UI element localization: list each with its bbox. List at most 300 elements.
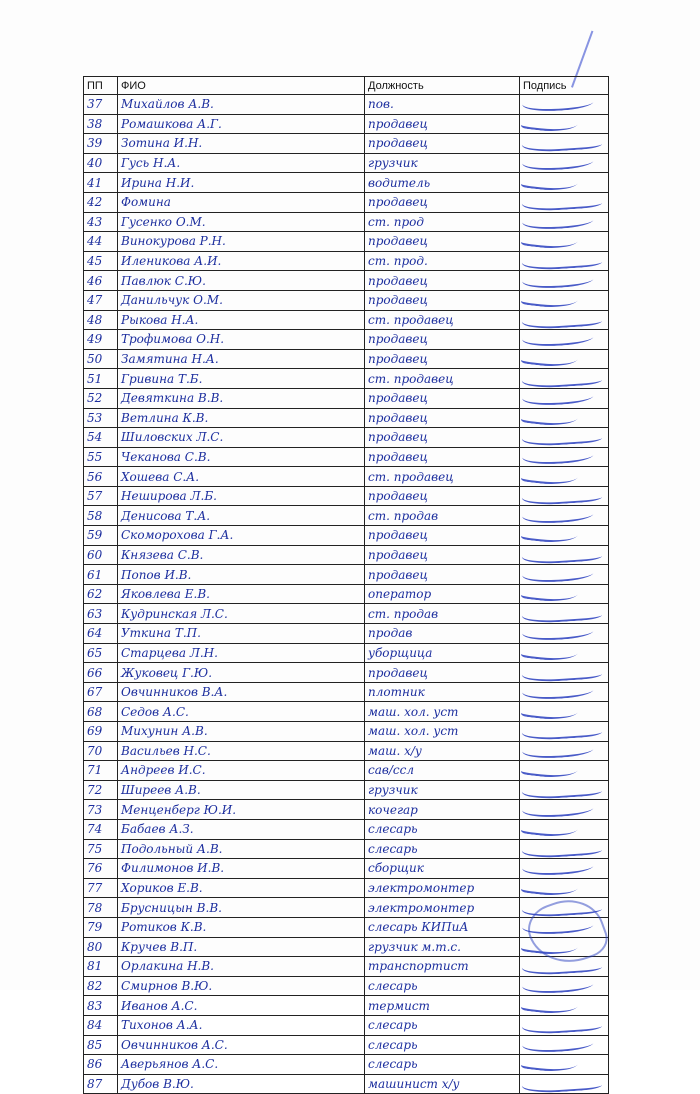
table-row <box>84 467 609 487</box>
row-position: слесарь <box>365 839 520 859</box>
row-position: продавец <box>365 349 520 369</box>
row-signature <box>520 447 609 467</box>
table-row <box>84 976 609 996</box>
row-position: пов. <box>365 95 520 115</box>
table-row <box>84 506 609 526</box>
row-signature <box>520 388 609 408</box>
row-full-name: Седов А.С. <box>118 702 365 722</box>
row-number: 44 <box>84 232 118 252</box>
row-number: 76 <box>84 859 118 879</box>
row-position: электромонтер <box>365 898 520 918</box>
row-number: 68 <box>84 702 118 722</box>
row-position: ст. продав <box>365 506 520 526</box>
row-position: маш. х/у <box>365 741 520 761</box>
row-full-name: Филимонов И.В. <box>118 859 365 879</box>
row-number: 69 <box>84 722 118 742</box>
row-position: ст. продавец <box>365 310 520 330</box>
row-full-name: Денисова Т.А. <box>118 506 365 526</box>
row-full-name: Рыкова Н.А. <box>118 310 365 330</box>
row-number: 75 <box>84 839 118 859</box>
row-number: 38 <box>84 114 118 134</box>
row-full-name: Подольный А.В. <box>118 839 365 859</box>
handwritten-signature <box>520 976 598 995</box>
row-full-name: Бабаев А.З. <box>118 819 365 839</box>
row-full-name: Гусь Н.А. <box>118 153 365 173</box>
handwritten-signature <box>520 545 608 565</box>
row-signature <box>520 780 609 800</box>
row-signature <box>520 643 609 663</box>
handwritten-signature <box>520 251 608 271</box>
row-position: продавец <box>365 290 520 310</box>
row-full-name: Кручев В.П. <box>118 937 365 957</box>
table-row <box>84 271 609 291</box>
row-full-name: Хориков Е.В. <box>118 878 365 898</box>
handwritten-signature <box>520 682 598 701</box>
row-number: 70 <box>84 741 118 761</box>
row-signature <box>520 839 609 859</box>
header-signature: Подпись <box>520 77 609 95</box>
row-position: продавец <box>365 232 520 252</box>
row-full-name: Дубов В.Ю. <box>118 1074 365 1094</box>
row-full-name: Уткина Т.П. <box>118 624 365 644</box>
handwritten-signature <box>520 1015 608 1035</box>
row-number: 66 <box>84 663 118 683</box>
row-position: продавец <box>365 526 520 546</box>
row-number: 80 <box>84 937 118 957</box>
row-position: ст. прод <box>365 212 520 232</box>
row-number: 65 <box>84 643 118 663</box>
handwritten-signature <box>520 1035 598 1054</box>
handwritten-signature <box>520 114 584 134</box>
row-signature <box>520 1055 609 1075</box>
row-full-name: Замятина Н.А. <box>118 349 365 369</box>
row-number: 43 <box>84 212 118 232</box>
row-position: уборщица <box>365 643 520 663</box>
row-full-name: Неширова Л.Б. <box>118 486 365 506</box>
row-number: 74 <box>84 819 118 839</box>
handwritten-signature <box>520 290 584 310</box>
handwritten-signature <box>520 486 608 506</box>
handwritten-signature <box>520 996 584 1016</box>
table-row <box>84 388 609 408</box>
table-row <box>84 859 609 879</box>
handwritten-signature <box>520 780 608 800</box>
table-row <box>84 173 609 193</box>
row-position: продавец <box>365 388 520 408</box>
row-signature <box>520 369 609 389</box>
handwritten-signature <box>520 388 598 407</box>
row-full-name: Зотина И.Н. <box>118 134 365 154</box>
row-position: плотник <box>365 682 520 702</box>
handwritten-signature <box>520 859 598 878</box>
row-full-name: Гривина Т.Б. <box>118 369 365 389</box>
handwritten-signature <box>520 584 584 604</box>
row-signature <box>520 1074 609 1094</box>
row-position: ст. продавец <box>365 369 520 389</box>
row-full-name: Девяткина В.В. <box>118 388 365 408</box>
row-number: 83 <box>84 996 118 1016</box>
table-row <box>84 447 609 467</box>
row-signature <box>520 624 609 644</box>
handwritten-signature <box>520 212 598 231</box>
row-signature <box>520 996 609 1016</box>
row-full-name: Васильев Н.С. <box>118 741 365 761</box>
row-full-name: Павлюк С.Ю. <box>118 271 365 291</box>
row-full-name: Тихонов А.А. <box>118 1015 365 1035</box>
row-full-name: Ромашкова А.Г. <box>118 114 365 134</box>
table-row <box>84 1035 609 1055</box>
row-signature <box>520 212 609 232</box>
handwritten-signature <box>520 839 608 859</box>
row-signature <box>520 1035 609 1055</box>
row-signature <box>520 408 609 428</box>
row-signature <box>520 192 609 212</box>
row-full-name: Овчинников В.А. <box>118 682 365 702</box>
row-position: кочегар <box>365 800 520 820</box>
row-full-name: Михайлов А.В. <box>118 95 365 115</box>
row-position: продавец <box>365 428 520 448</box>
row-position: продавец <box>365 271 520 291</box>
row-number: 77 <box>84 878 118 898</box>
row-signature <box>520 761 609 781</box>
row-number: 48 <box>84 310 118 330</box>
table-row <box>84 1055 609 1075</box>
row-signature <box>520 722 609 742</box>
row-signature <box>520 741 609 761</box>
handwritten-signature <box>520 526 584 546</box>
row-number: 71 <box>84 761 118 781</box>
row-full-name: Кудринская Л.С. <box>118 604 365 624</box>
handwritten-signature <box>520 741 598 760</box>
table-row <box>84 996 609 1016</box>
handwritten-signature <box>520 349 584 369</box>
row-position: грузчик <box>365 153 520 173</box>
row-position: маш. хол. уст <box>365 722 520 742</box>
table-row <box>84 682 609 702</box>
row-full-name: Андреев И.С. <box>118 761 365 781</box>
handwritten-signature <box>520 173 584 193</box>
row-position: слесарь <box>365 1055 520 1075</box>
row-number: 58 <box>84 506 118 526</box>
handwritten-signature <box>520 192 608 212</box>
table-header-row <box>84 77 609 95</box>
row-number: 53 <box>84 408 118 428</box>
row-signature <box>520 173 609 193</box>
row-position: ст. продавец <box>365 467 520 487</box>
table-row <box>84 114 609 134</box>
handwritten-signature <box>520 330 598 349</box>
table-row <box>84 643 609 663</box>
row-full-name: Шиловских Л.С. <box>118 428 365 448</box>
table-row <box>84 702 609 722</box>
row-signature <box>520 330 609 350</box>
row-number: 50 <box>84 349 118 369</box>
row-full-name: Фомина <box>118 192 365 212</box>
row-position: машинист х/у <box>365 1074 520 1094</box>
row-signature <box>520 251 609 271</box>
row-full-name: Князева С.В. <box>118 545 365 565</box>
table-row <box>84 330 609 350</box>
handwritten-signature <box>520 369 608 389</box>
handwritten-signature <box>520 428 608 448</box>
row-full-name: Менценберг Ю.И. <box>118 800 365 820</box>
row-number: 54 <box>84 428 118 448</box>
table-row <box>84 486 609 506</box>
row-full-name: Смирнов В.Ю. <box>118 976 365 996</box>
handwritten-signature <box>520 408 584 428</box>
row-position: продавец <box>365 663 520 683</box>
row-number: 85 <box>84 1035 118 1055</box>
row-signature <box>520 486 609 506</box>
table-row <box>84 761 609 781</box>
handwritten-signature <box>520 702 584 722</box>
table-row <box>84 898 609 918</box>
row-full-name: Ирина Н.И. <box>118 173 365 193</box>
handwritten-signature <box>520 271 598 290</box>
row-signature <box>520 526 609 546</box>
table-row <box>84 153 609 173</box>
table-row <box>84 192 609 212</box>
row-position: ст. прод. <box>365 251 520 271</box>
row-position: продавец <box>365 330 520 350</box>
table-row <box>84 722 609 742</box>
table-row <box>84 604 609 624</box>
row-signature <box>520 290 609 310</box>
row-signature <box>520 1015 609 1035</box>
row-signature <box>520 271 609 291</box>
header-number: ПП <box>84 77 118 95</box>
row-number: 62 <box>84 584 118 604</box>
row-position: оператор <box>365 584 520 604</box>
table-row <box>84 310 609 330</box>
handwritten-signature <box>520 232 584 252</box>
handwritten-signature <box>520 819 584 839</box>
row-signature <box>520 114 609 134</box>
row-number: 86 <box>84 1055 118 1075</box>
row-number: 42 <box>84 192 118 212</box>
row-position: грузчик м.т.с. <box>365 937 520 957</box>
handwritten-signature <box>520 1055 584 1075</box>
row-full-name: Михунин А.В. <box>118 722 365 742</box>
row-number: 72 <box>84 780 118 800</box>
table-row <box>84 663 609 683</box>
table-row <box>84 408 609 428</box>
table-row <box>84 428 609 448</box>
handwritten-signature <box>520 95 598 114</box>
table-row <box>84 95 609 115</box>
row-full-name: Трофимова О.Н. <box>118 330 365 350</box>
row-full-name: Аверьянов А.С. <box>118 1055 365 1075</box>
row-position: ст. продав <box>365 604 520 624</box>
handwritten-signature <box>520 447 598 466</box>
row-number: 87 <box>84 1074 118 1094</box>
row-full-name: Жуковец Г.Ю. <box>118 663 365 683</box>
row-position: продавец <box>365 408 520 428</box>
handwritten-signature <box>520 565 598 584</box>
row-full-name: Данильчук О.М. <box>118 290 365 310</box>
row-signature <box>520 467 609 487</box>
table-row <box>84 134 609 154</box>
row-signature <box>520 604 609 624</box>
row-position: слесарь <box>365 1035 520 1055</box>
handwritten-signature <box>520 506 598 525</box>
handwritten-signature <box>520 800 598 819</box>
row-signature <box>520 878 609 898</box>
table-row <box>84 545 609 565</box>
row-number: 59 <box>84 526 118 546</box>
row-number: 46 <box>84 271 118 291</box>
table-row <box>84 1015 609 1035</box>
row-number: 78 <box>84 898 118 918</box>
row-position: термист <box>365 996 520 1016</box>
handwritten-signature <box>520 467 584 487</box>
row-number: 79 <box>84 917 118 937</box>
row-full-name: Ширеев А.В. <box>118 780 365 800</box>
row-signature <box>520 702 609 722</box>
row-position: продавец <box>365 447 520 467</box>
row-signature <box>520 349 609 369</box>
row-signature <box>520 428 609 448</box>
row-number: 41 <box>84 173 118 193</box>
table-row <box>84 349 609 369</box>
row-position: продавец <box>365 134 520 154</box>
row-number: 55 <box>84 447 118 467</box>
row-number: 63 <box>84 604 118 624</box>
table-row <box>84 780 609 800</box>
row-number: 52 <box>84 388 118 408</box>
row-number: 57 <box>84 486 118 506</box>
handwritten-signature <box>520 1074 608 1094</box>
row-signature <box>520 134 609 154</box>
row-position: водитель <box>365 173 520 193</box>
table-row <box>84 369 609 389</box>
row-full-name: Чеканова С.В. <box>118 447 365 467</box>
row-position: продавец <box>365 192 520 212</box>
row-number: 64 <box>84 624 118 644</box>
row-signature <box>520 976 609 996</box>
row-signature <box>520 800 609 820</box>
row-signature <box>520 153 609 173</box>
table-row <box>84 565 609 585</box>
row-number: 37 <box>84 95 118 115</box>
row-signature <box>520 545 609 565</box>
handwritten-signature <box>520 624 598 643</box>
row-full-name: Ветлина К.В. <box>118 408 365 428</box>
table-row <box>84 251 609 271</box>
header-position: Должность <box>365 77 520 95</box>
row-signature <box>520 506 609 526</box>
row-signature <box>520 310 609 330</box>
row-number: 84 <box>84 1015 118 1035</box>
table-row <box>84 1074 609 1094</box>
header-full-name: ФИО <box>118 77 365 95</box>
row-position: продав <box>365 624 520 644</box>
row-full-name: Иванов А.С. <box>118 996 365 1016</box>
row-number: 49 <box>84 330 118 350</box>
row-position: сав/ссл <box>365 761 520 781</box>
handwritten-signature <box>520 153 598 172</box>
handwritten-signature <box>520 663 608 683</box>
table-row <box>84 819 609 839</box>
row-full-name: Попов И.В. <box>118 565 365 585</box>
row-full-name: Яковлева Е.В. <box>118 584 365 604</box>
row-full-name: Старцева Л.Н. <box>118 643 365 663</box>
row-number: 39 <box>84 134 118 154</box>
table-row <box>84 290 609 310</box>
row-number: 51 <box>84 369 118 389</box>
table-row <box>84 800 609 820</box>
row-full-name: Винокурова Р.Н. <box>118 232 365 252</box>
row-position: сборщик <box>365 859 520 879</box>
row-signature <box>520 682 609 702</box>
row-position: продавец <box>365 565 520 585</box>
row-position: маш. хол. уст <box>365 702 520 722</box>
table-row <box>84 212 609 232</box>
row-signature <box>520 859 609 879</box>
row-position: продавец <box>365 486 520 506</box>
row-full-name: Гусенко О.М. <box>118 212 365 232</box>
row-signature <box>520 95 609 115</box>
signature-sheet-table <box>83 76 609 1094</box>
table-row <box>84 878 609 898</box>
row-position: слесарь <box>365 1015 520 1035</box>
table-row <box>84 526 609 546</box>
table-row <box>84 741 609 761</box>
table-row <box>84 584 609 604</box>
row-signature <box>520 819 609 839</box>
row-position: слесарь КИПиА <box>365 917 520 937</box>
row-number: 67 <box>84 682 118 702</box>
row-full-name: Брусницын В.В. <box>118 898 365 918</box>
row-full-name: Овчинников А.С. <box>118 1035 365 1055</box>
handwritten-signature <box>520 878 584 898</box>
row-position: продавец <box>365 545 520 565</box>
row-full-name: Ротиков К.В. <box>118 917 365 937</box>
row-full-name: Орлакина Н.В. <box>118 957 365 977</box>
row-full-name: Хошева С.А. <box>118 467 365 487</box>
row-signature <box>520 565 609 585</box>
handwritten-signature <box>520 310 608 330</box>
table-row <box>84 624 609 644</box>
row-signature <box>520 232 609 252</box>
row-number: 40 <box>84 153 118 173</box>
row-number: 61 <box>84 565 118 585</box>
row-position: электромонтер <box>365 878 520 898</box>
row-number: 81 <box>84 957 118 977</box>
table-row <box>84 839 609 859</box>
row-position: продавец <box>365 114 520 134</box>
row-number: 56 <box>84 467 118 487</box>
row-number: 45 <box>84 251 118 271</box>
row-position: слесарь <box>365 819 520 839</box>
row-position: грузчик <box>365 780 520 800</box>
handwritten-signature <box>520 722 608 742</box>
handwritten-signature <box>520 761 584 781</box>
handwritten-signature <box>520 134 608 154</box>
table-row <box>84 957 609 977</box>
row-position: слесарь <box>365 976 520 996</box>
row-number: 47 <box>84 290 118 310</box>
handwritten-signature <box>520 643 584 663</box>
handwritten-signature <box>520 604 608 624</box>
row-number: 60 <box>84 545 118 565</box>
row-position: транспортист <box>365 957 520 977</box>
row-full-name: Иленикова А.И. <box>118 251 365 271</box>
row-signature <box>520 584 609 604</box>
table-row <box>84 232 609 252</box>
row-full-name: Скоморохова Г.А. <box>118 526 365 546</box>
row-number: 82 <box>84 976 118 996</box>
